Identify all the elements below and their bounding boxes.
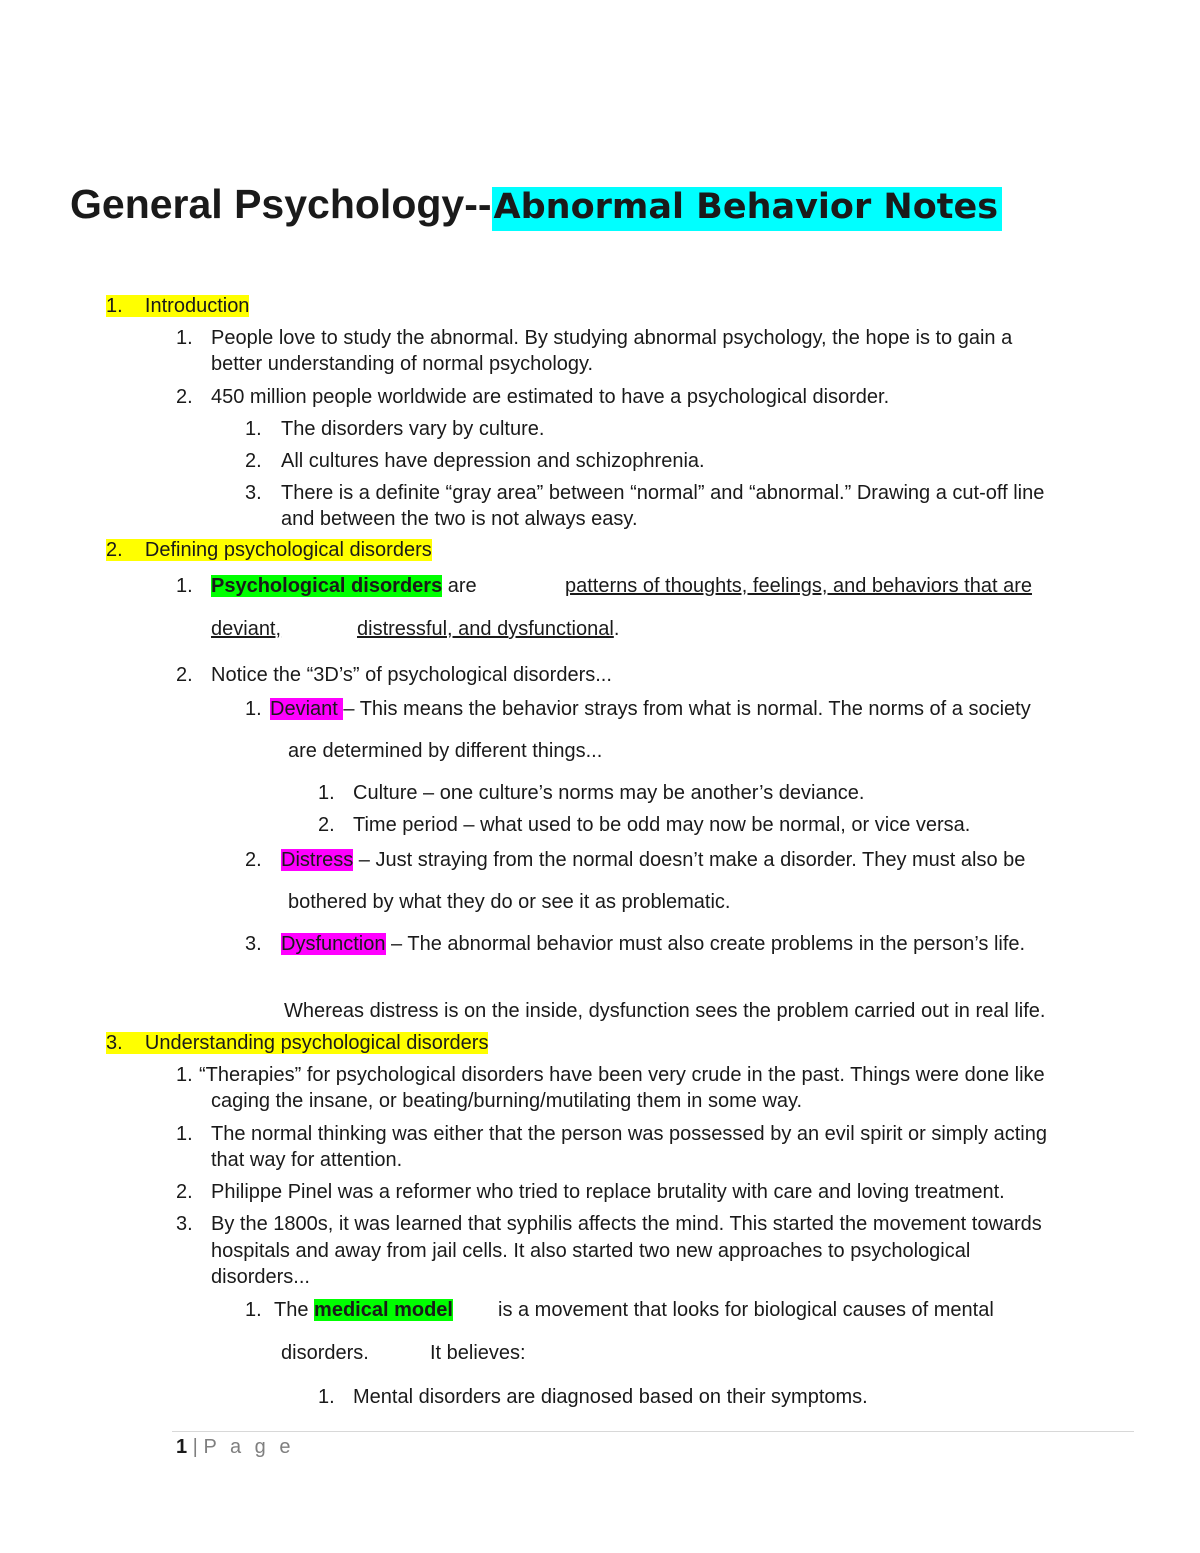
list-item: The disorders vary by culture.: [281, 418, 545, 440]
list-number: 1.: [318, 782, 335, 804]
list-item-continuation: Whereas distress is on the inside, dysfunction sees the problem carried out in real life.: [284, 1000, 1046, 1022]
list-item-continuation: and between the two is not always easy.: [281, 508, 638, 530]
list-item: Psychological disorders are: [211, 575, 477, 597]
list-number: 3.: [245, 482, 262, 504]
list-item: Notice the “3D’s” of psychological disorders...: [211, 664, 612, 686]
list-number: 3.: [176, 1213, 193, 1235]
definition-text: patterns of thoughts, feelings, and behaviors that are: [565, 575, 1032, 597]
term-dysfunction: Dysfunction: [281, 933, 386, 955]
list-item-continuation: are determined by different things...: [288, 740, 603, 762]
list-number: 1.: [176, 1123, 193, 1145]
list-item-continuation: hospitals and away from jail cells. It also started two new approaches to psychological: [211, 1240, 971, 1262]
term-psychological-disorders: Psychological disorders: [211, 575, 443, 597]
list-item: There is a definite “gray area” between “normal” and “abnormal.” Drawing a cut-off line: [281, 482, 1045, 504]
list-item: Philippe Pinel was a reformer who tried to replace brutality with care and loving treatment.: [211, 1181, 1005, 1203]
list-item: People love to study the abnormal. By studying abnormal psychology, the hope is to gain a: [211, 327, 1013, 349]
list-item: All cultures have depression and schizophrenia.: [281, 450, 705, 472]
page-number: 1: [176, 1436, 188, 1458]
section-2-heading: 2. Defining psychological disorders: [106, 539, 432, 561]
list-number: 1.: [245, 418, 262, 440]
section-1-heading: 1. Introduction: [106, 295, 250, 317]
list-item: The normal thinking was either that the person was possessed by an evil spirit or simply acting: [211, 1123, 1047, 1145]
list-item-continuation: better understanding of normal psychology.: [211, 353, 594, 375]
document-title: [70, 176, 1002, 235]
list-item: is a movement that looks for biological causes of mental: [498, 1299, 994, 1321]
list-item-continuation: disorders...: [211, 1266, 310, 1288]
list-item-continuation: disorders.: [281, 1342, 369, 1364]
list-number: 2.: [176, 1181, 193, 1203]
list-number: 1.: [176, 327, 193, 349]
list-item: Time period – what used to be odd may now be normal, or vice versa.: [353, 814, 971, 836]
section-3-heading: 3. Understanding psychological disorders: [106, 1032, 489, 1054]
definition-text: deviant,: [211, 618, 282, 640]
list-item: Distress – Just straying from the normal doesn’t make a disorder. They must also be: [281, 849, 1026, 871]
list-number: 1.: [245, 698, 262, 720]
list-item-continuation: that way for attention.: [211, 1149, 403, 1171]
list-item: The medical model: [274, 1299, 453, 1321]
term-distress: Distress: [281, 849, 354, 871]
definition-text: distressful, and dysfunctional.: [357, 618, 620, 640]
list-item: “Therapies” for psychological disorders have been very crude in the past. Things were done like: [199, 1064, 1045, 1086]
list-item-continuation: caging the insane, or beating/burning/mutilating them in some way.: [211, 1090, 803, 1112]
list-number: 1.: [318, 1386, 335, 1408]
list-item: 450 million people worldwide are estimated to have a psychological disorder.: [211, 386, 890, 408]
title-part-2: Abnormal Behavior Notes: [492, 187, 1003, 231]
list-number: 2.: [245, 849, 262, 871]
list-number: 2.: [176, 386, 193, 408]
term-medical-model: medical model: [314, 1299, 453, 1321]
page-label: P a g e: [203, 1436, 295, 1458]
list-number: 2.: [245, 450, 262, 472]
list-number: 2.: [318, 814, 335, 836]
list-item: Culture – one culture’s norms may be another’s deviance.: [353, 782, 865, 804]
list-number: 1.: [176, 575, 193, 597]
list-item: Deviant – This means the behavior strays from what is normal. The norms of a society: [270, 698, 1031, 720]
title-part-1: General Psychology--: [70, 181, 492, 227]
list-item: By the 1800s, it was learned that syphilis affects the mind. This started the movement towards: [211, 1213, 1042, 1235]
term-deviant: Deviant: [270, 698, 344, 720]
list-item-continuation: bothered by what they do or see it as problematic.: [288, 891, 731, 913]
list-item-continuation: It believes:: [430, 1342, 526, 1364]
footer-divider: [172, 1431, 1134, 1432]
list-number: 2.: [176, 664, 193, 686]
page-footer: 1 | P a g e: [176, 1436, 295, 1458]
list-item: Dysfunction – The abnormal behavior must also create problems in the person’s life.: [281, 933, 1026, 955]
list-number: 3.: [245, 933, 262, 955]
list-number: 1.: [245, 1299, 262, 1321]
list-number: 1.: [176, 1064, 193, 1086]
list-item: Mental disorders are diagnosed based on their symptoms.: [353, 1386, 868, 1408]
